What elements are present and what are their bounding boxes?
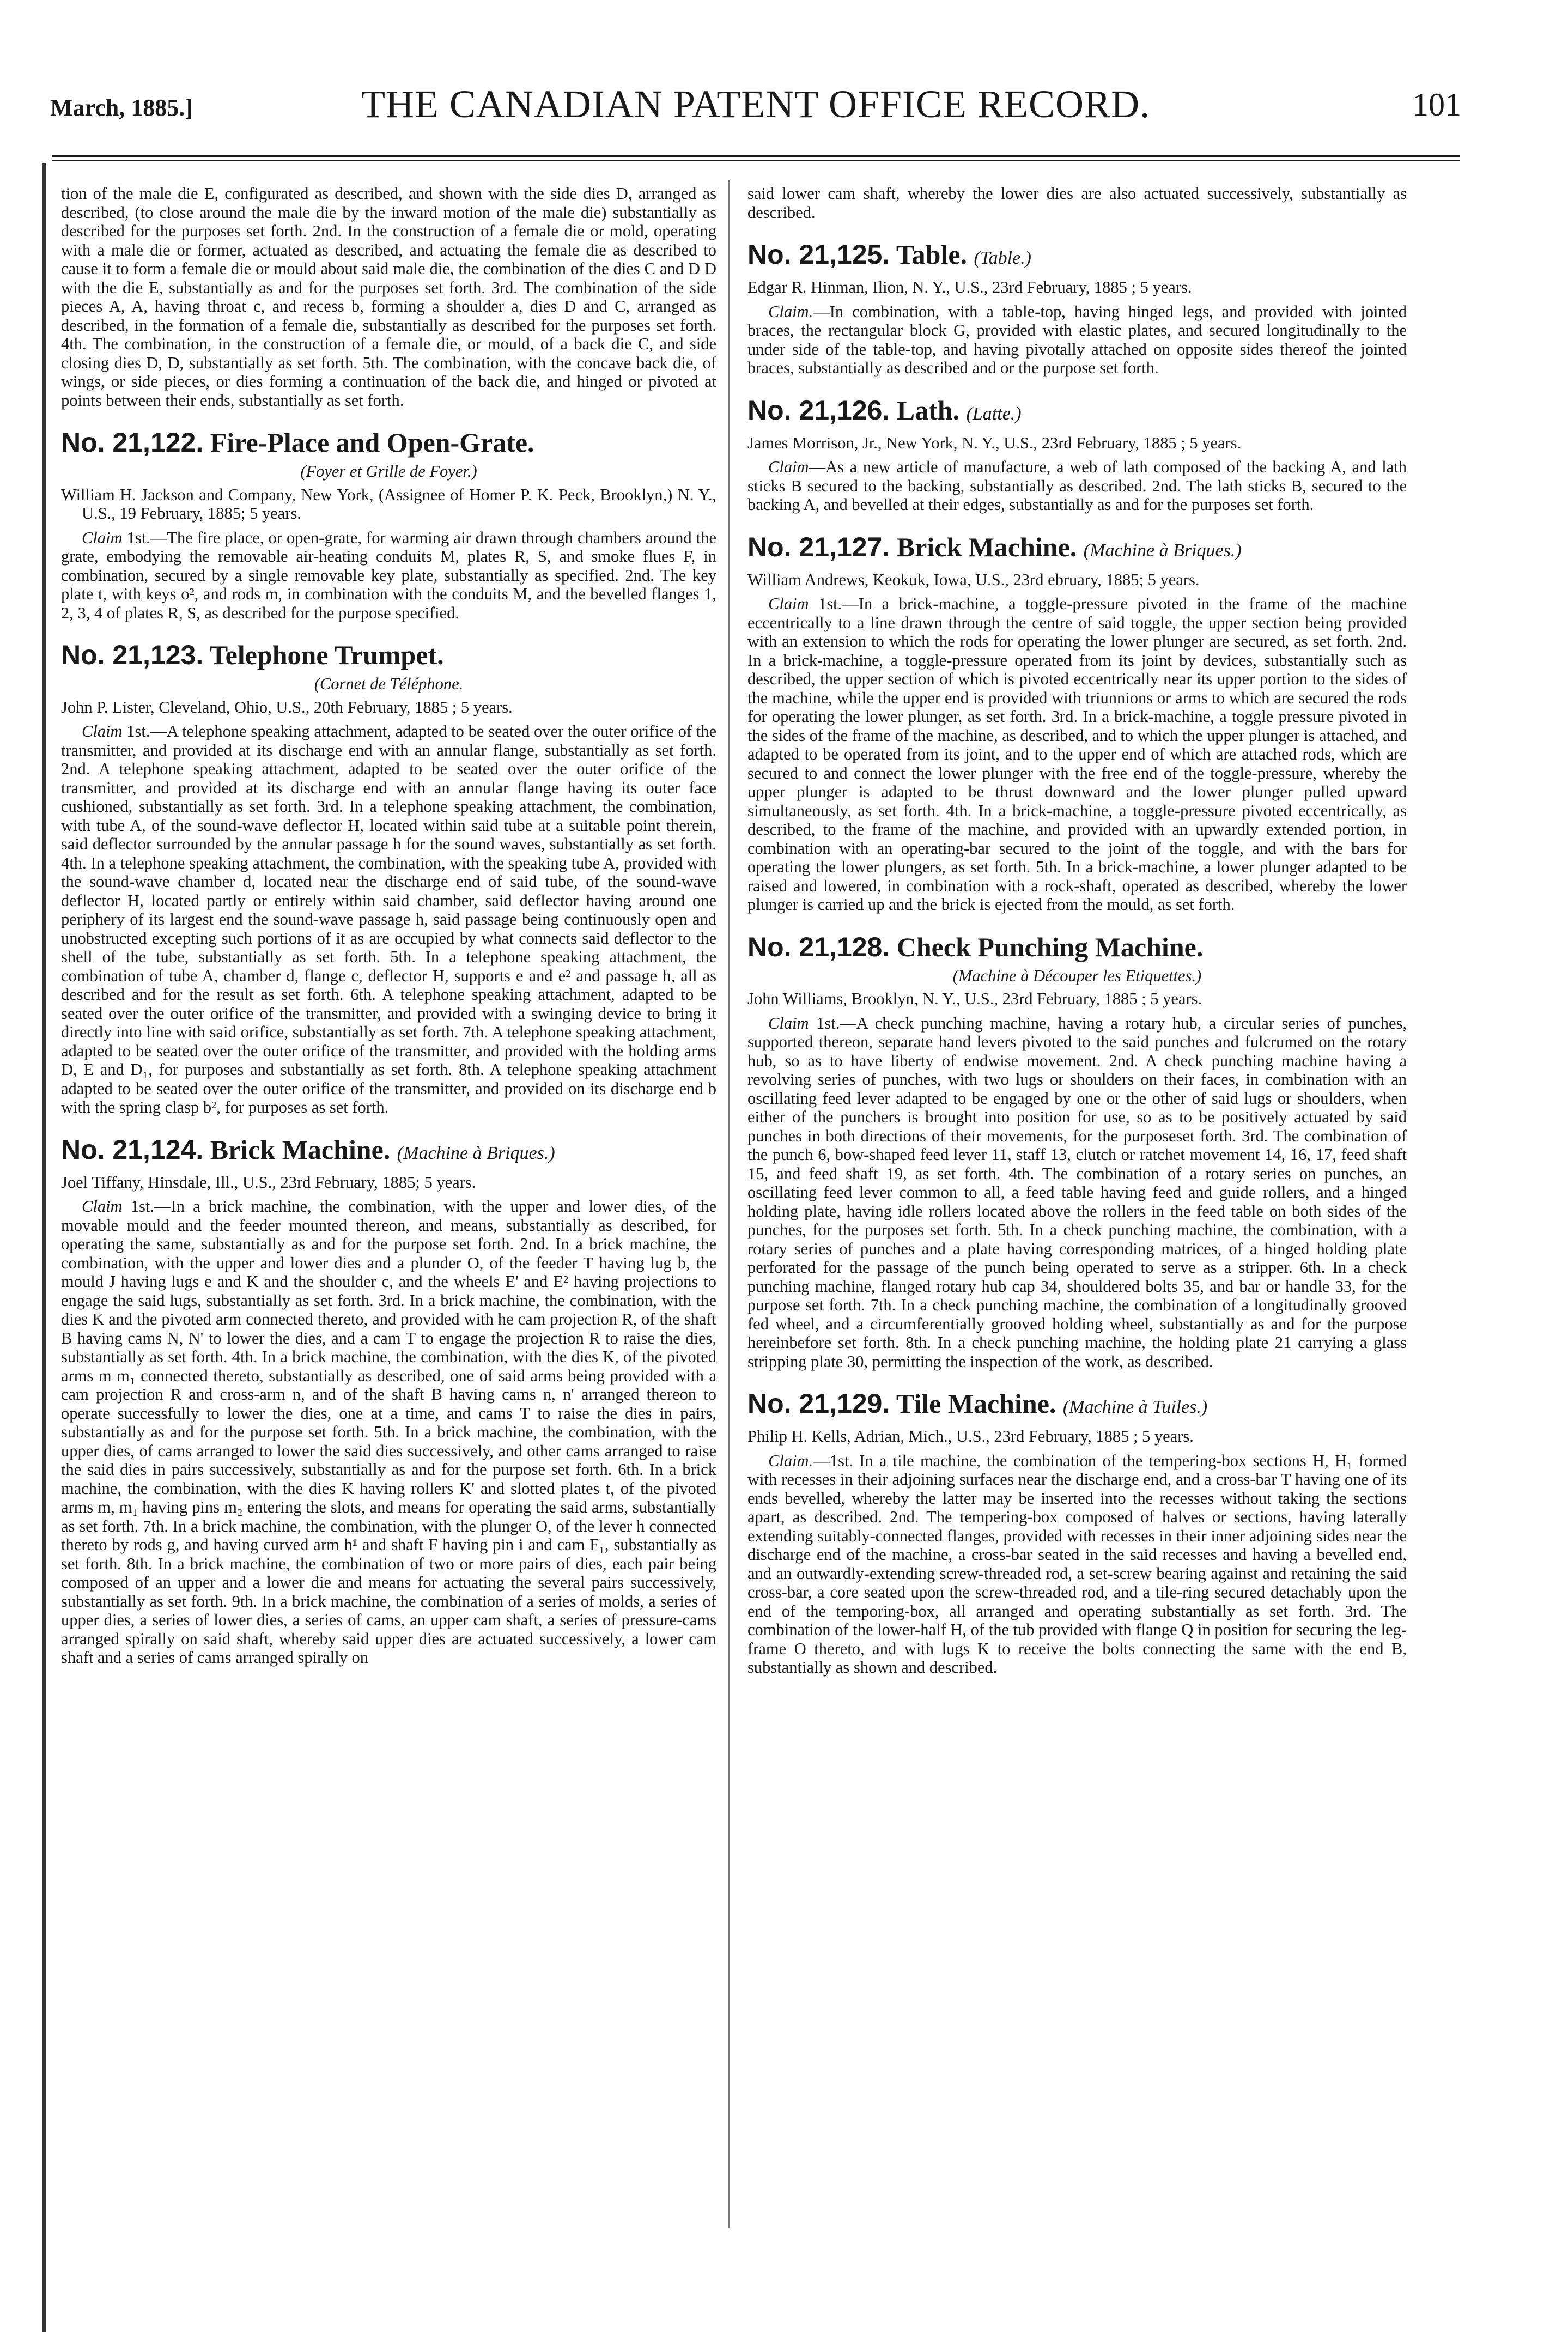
patent-french-title: (Latte.) — [966, 403, 1022, 424]
patent-french-title: (Machine à Briques.) — [1083, 540, 1242, 561]
patent-title: Lath. — [896, 394, 960, 426]
patent-claim — [61, 1197, 716, 1667]
patent-entry-21128 — [747, 931, 1407, 1371]
header-rule — [52, 155, 1460, 157]
patent-number: No. 21,128. — [747, 931, 890, 962]
claim-lead: Claim — [82, 528, 123, 547]
patent-entry-21127 — [747, 531, 1407, 914]
patent-claim — [747, 1014, 1407, 1371]
claim-text: 1st.—In a brick-machine, a toggle-pressure pivoted in the frame of the machine eccentrically to a line drawn through the centre of said toggle, the upper section being provided with an extension to which the rods for operating the lower plunger are secured, as set forth. 2nd. In a brick-machine, a toggle-pressure operated from its joint by devices, substantially such as described, the upper section of which is pivoted eccentrically near its upper portion to the sides of the machine, while the upper end is provided with triunnions or arms to which are secured the rods for operating the lower plunger, as set forth. 3rd. In a brick-machine, a toggle pressure pivoted in the sides of the frame of the machine, as described, and to which the upper plunger is attached, and adapted to be operated from its joint, and to the upper end of which are attached rods, which are secured to and connect the lower plunger with the free end of the toggle-pressure, whereby the upper plunger is adapted to be thrust downward and the lower plunger pulled upward simultaneously, as set forth. 4th. In a brick-machine, a toggle-pressure pivoted eccentrically, as described, to the frame of the machine, and provided with an upwardly extended portion, in combination with an operating-bar secured to the joint of the toggle, and with the bars for operating the lower plungers, as set forth. 5th. In a brick-machine, a lower plunger adapted to be raised and lowered, in combination with a rock-shaft, operated as described, whereby the lower plunger is carried up and the brick is ejected from the mould, as set forth. — [747, 594, 1407, 914]
column-divider — [728, 180, 730, 2228]
patent-inventor: John P. Lister, Cleveland, Ohio, U.S., 20th February, 1885 ; 5 years. — [61, 697, 513, 716]
patent-claim — [61, 722, 716, 1117]
patent-title: Fire-Place and Open-Grate. — [210, 427, 534, 458]
claim-text: 1st.—The fire place, or open-grate, for warming air drawn through chambers around the grate, embodying the removable air-heating conduits M, plates R, S, and smoke flues F, in combination, secured by a single removable key plate, substantially as specified. 2nd. The key plate t, with keys o², and rods m, in combination with the conduits M, and the bevelled flanges 1, 2, 3, 4 of plates R, S, as described for the purpose specified. — [61, 528, 716, 622]
claim-text: 1st.—A telephone speaking attachment, adapted to be seated over the outer orifice of the transmitter, and provided at its discharge end with an annular flange, substantially as set forth. 2nd. A telephone speaking attachment, adapted to be seated over the outer orifice of the transmitter, and provided at its discharge end with an annular flange having its outer face cushioned, substantially as set forth. 3rd. In a telephone speaking attachment, the combination, with tube A, of the sound-wave deflector H, located within said tube at a suitable point therein, said deflector surrounded by the annular passage h for the sound waves, substantially as set forth. 4th. In a telephone speaking attachment, the combination, with the speaking tube A, provided with the sound-wave chamber d, located near the discharge end of said tube, of the sound-wave deflector H, located partly or entirely within said chamber, said deflector having around one periphery of its largest end the sound-wave passage h, said passage being continuously open and unobstructed excepting such portions of it as are occupied by what connects said deflector to the shell of the tube, substantially as set forth. 5th. In a telephone speaking attachment, the combination of tube A, chamber d, flange c, deflector H, supports e and e² and passage h, all as described and for the result as set forth. 6th. A telephone speaking attachment, adapted to be seated over the outer orifice of the transmitter, and provided with a swinging device to bring it directly into line with said orifice, substantially as set forth. 7th. A telephone speaking attachment, adapted to be seated over the outer orifice of the transmitter, and provided with the holding arms D, E and D₁, for purposes and substantially as set forth. 8th. A telephone speaking attachment adapted to be seated over the outer orifice of the transmitter, and provided on its discharge end b with the spring clasp b², for purposes as set forth. — [61, 722, 716, 1116]
patent-heading — [61, 426, 716, 459]
page-number: 101 — [1412, 87, 1461, 123]
journal-title: THE CANADIAN PATENT OFFICE RECORD. — [361, 82, 1151, 126]
continued-claim-text: said lower cam shaft, whereby the lower dies are also actuated successively, substantially as described. — [747, 184, 1407, 222]
patent-number: No. 21,122. — [61, 427, 204, 458]
patent-entry-21129 — [747, 1387, 1407, 1677]
patent-inventor: John Williams, Brooklyn, N. Y., U.S., 23rd February, 1885 ; 5 years. — [747, 989, 1202, 1008]
patent-title: Table. — [896, 239, 968, 270]
patent-heading — [747, 238, 1407, 275]
patent-entry-21123 — [61, 639, 716, 1117]
patent-inventor: Philip H. Kells, Adrian, Mich., U.S., 23rd February, 1885 ; 5 years. — [747, 1427, 1194, 1446]
patent-title: Telephone Trumpet. — [209, 640, 444, 670]
patent-heading — [61, 639, 716, 671]
patent-title: Tile Machine. — [896, 1388, 1056, 1419]
patent-french-title: (Machine à Découper les Etiquettes.) — [952, 966, 1202, 985]
patent-french-title: (Table.) — [974, 248, 1032, 268]
claim-lead: Claim — [82, 1197, 123, 1216]
claim-text: —In combination, with a table-top, having hinged legs, and provided with jointed braces, the rectangular block G, provided with elastic plates, and secured longitudinally to the under side of the table-top, and having pivotally attached on opposite sides thereof the jointed braces, substantially as described and or the purpose set forth. — [747, 302, 1407, 377]
patent-number: No. 21,127. — [747, 531, 890, 562]
patent-number: No. 21,125. — [747, 239, 890, 270]
claim-lead: Claim. — [768, 1451, 813, 1470]
patent-entry-21125 — [747, 238, 1407, 378]
claim-lead: Claim. — [768, 302, 813, 321]
patent-claim — [747, 594, 1407, 914]
patent-inventor: William Andrews, Keokuk, Iowa, U.S., 23rd ebruary, 1885; 5 years. — [747, 570, 1200, 589]
claim-lead: Claim — [768, 1013, 809, 1033]
claim-lead: Claim — [768, 458, 809, 476]
claim-text: 1st.—A check punching machine, having a rotary hub, a circular series of punches, supported thereon, separate hand levers pivoted to the said punches and fulcrumed on the rotary hub, so as to have liberty of endwise movement. 2nd. A check punching machine having a revolving series of punches, with two lugs or shoulders on their faces, in combination with an oscillating feed lever adapted to be engaged by one or the other of said lugs or shoulders, when either of the punchers is brought into position for use, so as to be positively actuated by said punches in both directions of their movements, for the purposeset forth. 3rd. The combination of the punch 6, bow-shaped feed lever 11, staff 13, clutch or ratchet movement 14, 16, 17, feed shaft 15, and feed shaft 19, as set forth. 4th. The combination of a rotary series on punches, an oscillating feed lever common to all, a feed table having feed and guide rollers, and a hinged holding plate, having idle rollers located above the rollers in the feed table on both sides of the punches, for the purposes set forth. 5th. In a check punching machine, the combination, with a rotary series of punches and a plate having corresponding matrices, of a hinged holding plate perforated for the passage of the punch being operated to serve as a stripper. 6th. In a check punching machine, flanged rotary hub cap 34, shouldered bolts 35, and bar or handle 33, for the purpose set forth. 7th. In a check punching machine, the combination of a longitudinally grooved fed wheel, and a circumferentially grooved holding wheel, substantially as and for the purpose hereinbefore set forth. 8th. In a check punching machine, the holding plate 21 carrying a glass stripping plate 30, permitting the inspection of the work, as described. — [747, 1013, 1407, 1371]
issue-date: March, 1885.] — [50, 94, 193, 121]
continued-claim-text: tion of the male die E, configurated as described, and shown with the side dies D, arranged as described, (to close around the male die by the inward motion of the male die) substantially as described for the purposes set forth. 2nd. In the construction of a female die or mold, operating with a male die or former, actuated as described, and actuating the female die as described to cause it to form a female die or mould about said male die, the combination of the dies C and D D with the die E, substantially as and for the purposes set forth. 3rd. The combination of the side pieces A, A, having throat c, and recess b, forming a shoulder a, dies D and C, arranged as described, in the formation of a female die, substantially as described for the purposes set forth. 4th. The combination, in the construction of a female die, or mould, of a back die C, and side closing dies D, D, substantially as set forth. 5th. The combination, with the concave back die, of wings, or side pieces, or dies forming a continuation of the back die, and hinged or pivoted at points between their ends, substantially as set forth. — [61, 184, 716, 410]
patent-number: No. 21,126. — [747, 394, 890, 426]
patent-heading — [61, 1133, 716, 1170]
header-rule-thin — [52, 160, 1460, 161]
patent-french-title: (Cornet de Téléphone. — [314, 675, 464, 693]
page-edge-shadow — [42, 163, 46, 2332]
patent-inventor: James Morrison, Jr., New York, N. Y., U.S., 23rd February, 1885 ; 5 years. — [747, 433, 1242, 452]
claim-lead: Claim — [768, 594, 809, 613]
patent-inventor: William H. Jackson and Company, New York, (Assignee of Homer P. K. Peck, Brooklyn,) N. Y., U.S., 19 February, 1885; 5 years. — [61, 485, 716, 523]
patent-claim — [747, 1452, 1407, 1677]
running-header — [50, 82, 1461, 142]
claim-text: 1st.—In a brick machine, the combination, with the upper and lower dies, of the movable mould and the feeder mounted thereon, and means, substantially as described, for operating the same, substantially as and for the purpose set forth. 2nd. In a brick machine, the combination, with the upper and lower dies and a plunder O, of the feeder T having lug b, the mould J having lugs e and K and the shoulder c, and the wheels E' and E² having projections to engage the said lugs, substantially as set forth. 3rd. In a brick machine, the combination, with the dies K and the pivoted arm connected thereto, and provided with he cam projection R, of the shaft B having cams N, N' to lower the dies, and a cam T to engage the projection R to raise the dies, substantially as set forth. 4th. In a brick machine, the combination, with the dies K, of the pivoted arms m m₁ connected thereto, substantially as described, one of said arms being provided with a cam projection R and cross-arm n, and of the shaft B having cams n, n' arranged thereon to operate successfully to lower the dies, one at a time, and cams T to raise the dies in pairs, substantially as and for the purpose set forth. 5th. In a brick machine, the combination, with the upper dies, of cams arranged to lower the said dies successively, and other cams arranged to raise the said dies in pairs successively, substantially as and for the purpose set forth. 6th. In a brick machine, the combination, with the dies K having rollers K' and slotted plates t, of the pivoted arms m, m₁ having pins m₂ entering the slots, and means for operating the said arms, substantially as set forth. 7th. In a brick machine, the combination, with the plunger O, of the lever h connected thereto by rods g, and having curved arm h¹ and shaft F having pin i and cam F₁, substantially as set forth. 8th. In a brick machine, the combination of two or more pairs of dies, each pair being composed of an upper and a lower die and means for actuating the several pairs successively, substantially as set forth. 9th. In a brick machine, the combination of a series of molds, a series of upper dies, a series of lower dies, a series of cams, an upper cam shaft, a series of pressure-cams arranged spirally on said shaft, whereby said upper dies are actuated successively, a lower cam shaft and a series of cams arranged spirally on — [61, 1197, 716, 1667]
right-column — [747, 184, 1407, 1677]
patent-french-title: (Foyer et Grille de Foyer.) — [300, 462, 477, 481]
patent-title: Brick Machine. — [896, 531, 1077, 562]
patent-title: Brick Machine. — [210, 1134, 391, 1165]
patent-title: Check Punching Machine. — [896, 931, 1204, 962]
patent-claim — [61, 529, 716, 623]
patent-heading — [747, 1387, 1407, 1424]
patent-inventor: Joel Tiffany, Hinsdale, Ill., U.S., 23rd February, 1885; 5 years. — [61, 1173, 476, 1192]
patent-claim — [747, 458, 1407, 514]
left-column — [61, 184, 716, 1667]
claim-text: —As a new article of manufacture, a web of lath composed of the backing A, and lath sticks B secured to the backing, substantially as described. 2nd. The lath sticks B, secured to the backing A, and bevelled at their edges, substantially as and for the purposes set forth. — [747, 458, 1407, 514]
patent-entry-21124 — [61, 1133, 716, 1667]
patent-heading — [747, 931, 1407, 963]
claim-lead: Claim — [82, 722, 123, 740]
patent-heading — [747, 531, 1407, 567]
patent-number: No. 21,129. — [747, 1388, 890, 1419]
patent-french-title: (Machine à Briques.) — [397, 1143, 555, 1163]
patent-number: No. 21,124. — [61, 1134, 204, 1165]
patent-claim — [747, 302, 1407, 378]
patent-french-title: (Machine à Tuiles.) — [1062, 1397, 1208, 1417]
patent-number: No. 21,123. — [61, 640, 204, 670]
claim-text: —1st. In a tile machine, the combination of the tempering-box sections H, H₁ formed with recesses in their adjoining surfaces near the discharge end, and a cross-bar T having one of its ends bevelled, whereby the latter may be inserted into the recesses without taking the sections apart, as described. 2nd. The tempering-box composed of halves or sections, having laterally extending suitably-connected flanges, provided with recesses in their inner adjoining sides near the discharge end of the machine, a cross-bar seated in the said recesses and having a bevelled end, and an outwardly-extending screw-threaded rod, a set-screw bearing against and retaining the said cross-bar, a core seated upon the screw-threaded rod, and a tile-ring secured detachably upon the end of the temporing-box, all arranged and operating substantially as set forth. 3rd. The combination of the lower-half H, of the tub provided with flange Q in position for securing the leg-frame O thereto, and with lugs K to receive the bolts connecting the same with the end B, substantially as shown and described. — [747, 1451, 1407, 1677]
patent-inventor: Edgar R. Hinman, Ilion, N. Y., U.S., 23rd February, 1885 ; 5 years. — [747, 278, 1192, 296]
patent-heading — [747, 394, 1407, 430]
patent-entry-21126 — [747, 394, 1407, 514]
patent-entry-21122 — [61, 426, 716, 622]
